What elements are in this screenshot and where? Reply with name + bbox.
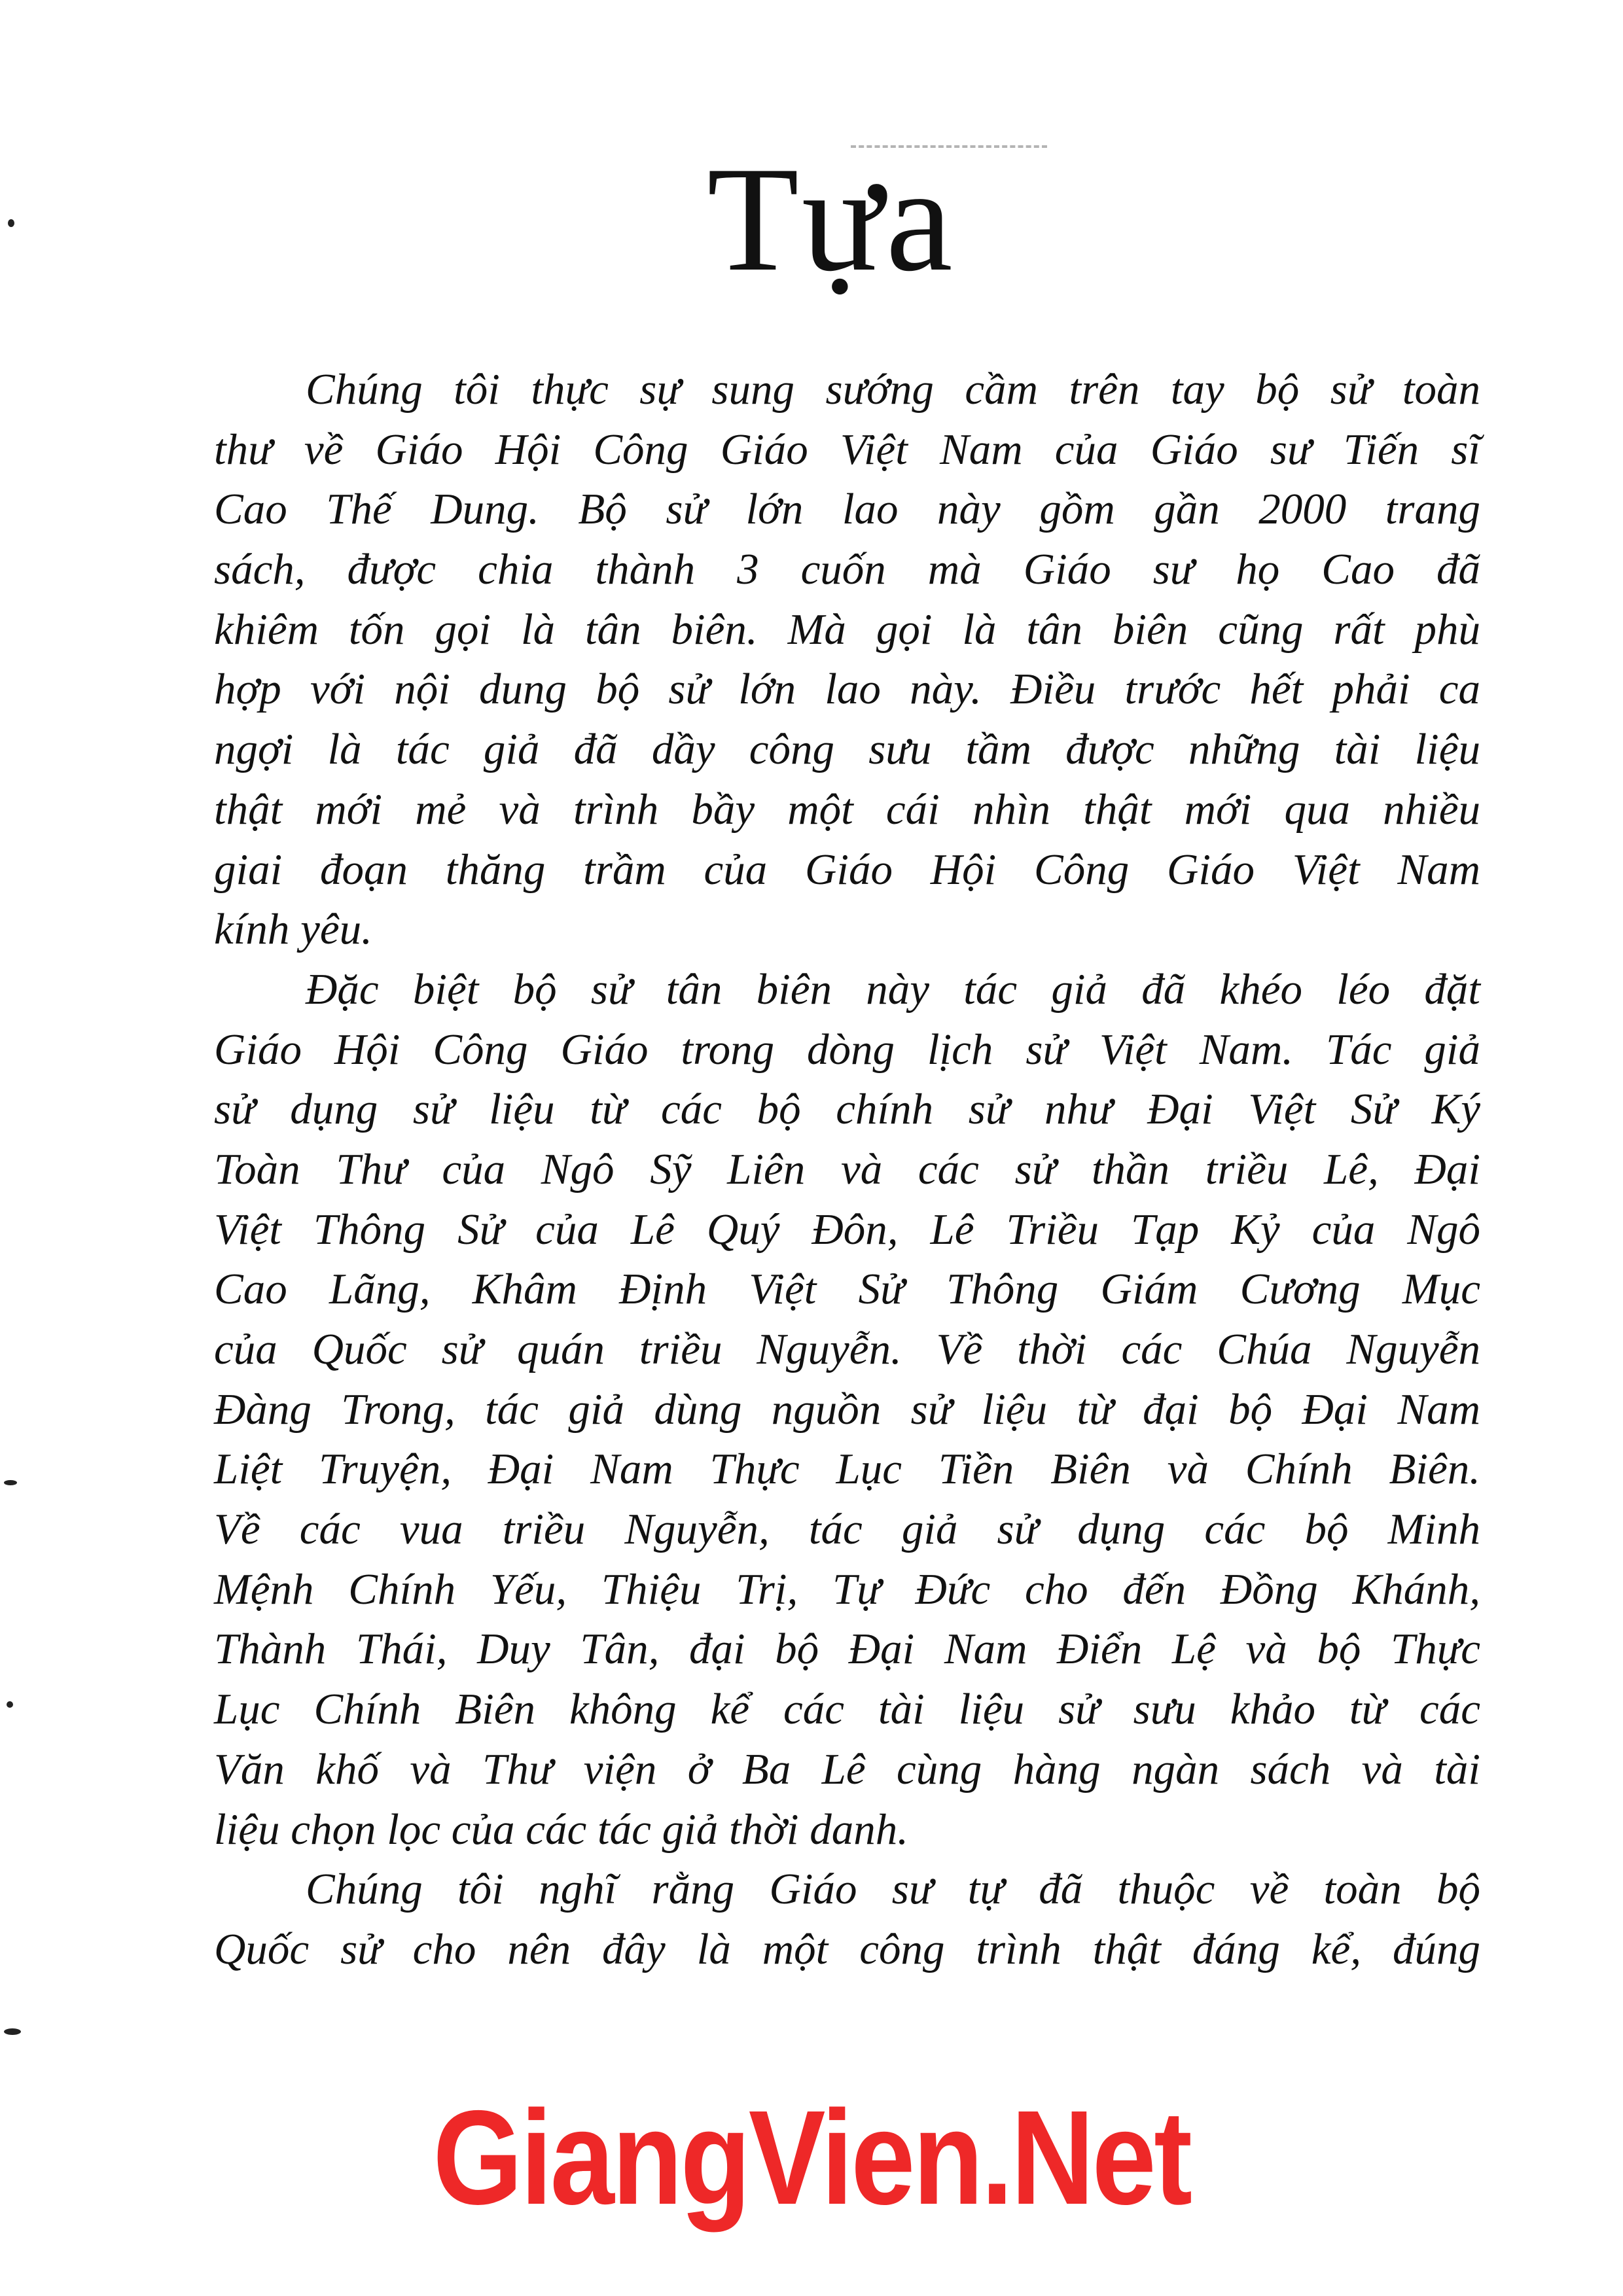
- text-line: Chúng tôi nghĩ rằng Giáo sư tự đã thuộc về toàn bộ: [306, 1865, 1480, 1914]
- scan-speck: [4, 1480, 17, 1485]
- text-line: Đàng Trong, tác giả dùng nguồn sử liệu từ đại bộ Đại Nam: [214, 1385, 1480, 1434]
- text-line: giai đoạn thăng trầm của Giáo Hội Công Giáo Việt Nam: [214, 845, 1480, 894]
- text-line: Mệnh Chính Yếu, Thiệu Trị, Tự Đức cho đến Đồng Khánh,: [214, 1564, 1480, 1614]
- text-line: ngợi là tác giả đã dầy công sưu tầm được những tài liệu: [214, 725, 1480, 774]
- text-line: sử dụng sử liệu từ các bộ chính sử như Đại Việt Sử Ký: [214, 1085, 1480, 1134]
- text-line: của Quốc sử quán triều Nguyễn. Về thời các Chúa Nguyễn: [214, 1325, 1480, 1373]
- text-line: Về các vua triều Nguyễn, tác giả sử dụng các bộ Minh: [214, 1505, 1480, 1554]
- text-line: Giáo Hội Công Giáo trong dòng lịch sử Việt Nam. Tác giả: [214, 1025, 1480, 1074]
- text-line: Văn khố và Thư viện ở Ba Lê cùng hàng ngàn sách và tài: [214, 1744, 1480, 1793]
- text-line: liệu chọn lọc của các tác giả thời danh.: [214, 1805, 908, 1854]
- body-text: [214, 360, 1480, 1980]
- text-line: Chúng tôi thực sự sung sướng cầm trên tay bộ sử toàn: [306, 365, 1480, 414]
- text-line: sách, được chia thành 3 cuốn mà Giáo sư họ Cao đã: [214, 545, 1480, 594]
- text-line: Liệt Truyện, Đại Nam Thực Lục Tiền Biên và Chính Biên.: [214, 1445, 1480, 1494]
- scan-speck: [4, 2028, 21, 2035]
- text-line: Toàn Thư của Ngô Sỹ Liên và các sử thần triều Lê, Đại: [214, 1144, 1480, 1193]
- text-line: kính yêu.: [214, 905, 372, 954]
- text-line: hợp với nội dung bộ sử lớn lao này. Điều trước hết phải ca: [214, 665, 1480, 714]
- text-line: khiêm tốn gọi là tân biên. Mà gọi là tân biên cũng rất phù: [214, 605, 1480, 654]
- text-line: Cao Lãng, Khâm Định Việt Sử Thông Giám Cương Mục: [214, 1265, 1480, 1314]
- text-line: Cao Thế Dung. Bộ sử lớn lao này gồm gần 2000 trang: [214, 485, 1480, 534]
- watermark: GiangVien.Net: [433, 2083, 1190, 2233]
- text-line: Thành Thái, Duy Tân, đại bộ Đại Nam Điển Lệ và bộ Thực: [214, 1625, 1480, 1674]
- text-line: thư về Giáo Hội Công Giáo Việt Nam của Giáo sư Tiến sĩ: [214, 425, 1480, 474]
- page-title: Tựa: [707, 135, 955, 302]
- scan-speck: [7, 1701, 13, 1708]
- text-line: Quốc sử cho nên đây là một công trình thật đáng kể, đúng: [214, 1924, 1480, 1973]
- text-line: thật mới mẻ và trình bầy một cái nhìn thật mới qua nhiều: [214, 785, 1480, 834]
- text-line: Đặc biệt bộ sử tân biên này tác giả đã khéo léo đặt: [306, 964, 1480, 1014]
- text-line: Lục Chính Biên không kể các tài liệu sử sưu khảo từ các: [214, 1685, 1480, 1734]
- text-line: Việt Thông Sử của Lê Quý Đôn, Lê Triều Tạp Kỷ của Ngô: [214, 1205, 1480, 1254]
